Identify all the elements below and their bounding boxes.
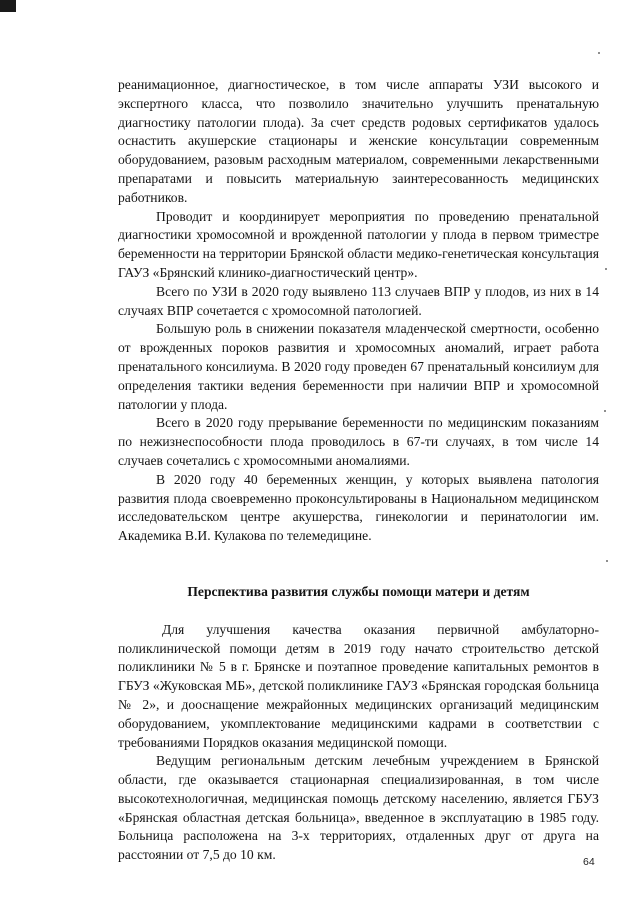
scan-speck	[606, 560, 608, 562]
paragraph-consilium: Большую роль в снижении показателя младенческой смертности, особенно от врожденных пороков развития и хромосомных аномалий, играет работа пренатального консилиума. В 2020 году проведен 67 пренатальный консилиум для определения тактики ведения беременности при наличии ВПР и хромосомной патологии у плода.	[118, 321, 599, 412]
paragraph-equipment: реанимационное, диагностическое, в том числе аппараты УЗИ высокого и экспертного класса, что позволило значительно улучшить пренатальную диагностику патологии плода). За счет средств родовых сертификатов удалось оснастить акушерские стационары и женские консультации современным оборудованием, разовым расходным материалом, современными лекарственными препаратами и повысить материальную заинтересованность медицинских работников.	[118, 77, 599, 205]
scan-speck	[604, 410, 606, 412]
scan-speck	[598, 52, 600, 54]
section-heading: Перспектива развития службы помощи матери и детям	[187, 583, 530, 599]
paragraph-termination: Всего в 2020 году прерывание беременности по медицинским показаниям по нежизнеспособности плода проводилось в 67-ти случаях, в том числе 14 случаев сочетались с хромосомными аномалиями.	[118, 415, 599, 468]
scan-speck	[605, 268, 607, 270]
paragraph-regional-hospital: Ведущим региональным детским лечебным учреждением в Брянской области, где оказывается стационарная специализированная, в том числе высокотехнологичная, медицинская помощь детскому населению, является ГБУЗ «Брянская областная детская больница», введенное в эксплуатацию в 1985 году. Больница расположена на 3-х территориях, отдаленных друг от друга на расстоянии от 7,5 до 10 км.	[118, 753, 599, 863]
paragraph-prenatal-diagnostics: Проводит и координирует мероприятия по проведению пренатальной диагностики хромосомной и врожденной патологии у плода в первом триместре беременности на территории Брянской области медико-генетическая консультация ГАУЗ «Брянский клинико-диагностический центр».	[118, 208, 599, 280]
paragraph-telemedicine: В 2020 году 40 беременных женщин, у которых выявлена патология развития плода своевременно проконсультированы в Национальном медицинском исследовательском центре акушерства, гинекологии и перинатологии им. Академика В.И. Кулакова по телемедицине.	[118, 471, 599, 544]
paragraph-ultrasound-stats: Всего по УЗИ в 2020 году выявлено 113 случаев ВПР у плодов, из них в 14 случаях ВПР сочетается с хромосомной патологией.	[118, 283, 599, 318]
scan-edge-mark	[0, 0, 16, 12]
page-number: 64	[583, 856, 595, 868]
paragraph-outpatient-development: Для улучшения качества оказания первичной амбулаторно-поликлинической помощи детям в 2019 году начато строительство детской поликлиники № 5 в г. Брянске и поэтапное проведение капитальных ремонтов в ГБУЗ «Жуковская МБ», детской поликлинике ГАУЗ «Брянская городская больница № 2», и дооснащение межрайонных медицинских организаций медицинским оборудованием, укомплектование медицинскими кадрами в соответствии с требованиями Порядков оказания медицинской помощи.	[118, 621, 599, 750]
document-body	[118, 76, 599, 865]
